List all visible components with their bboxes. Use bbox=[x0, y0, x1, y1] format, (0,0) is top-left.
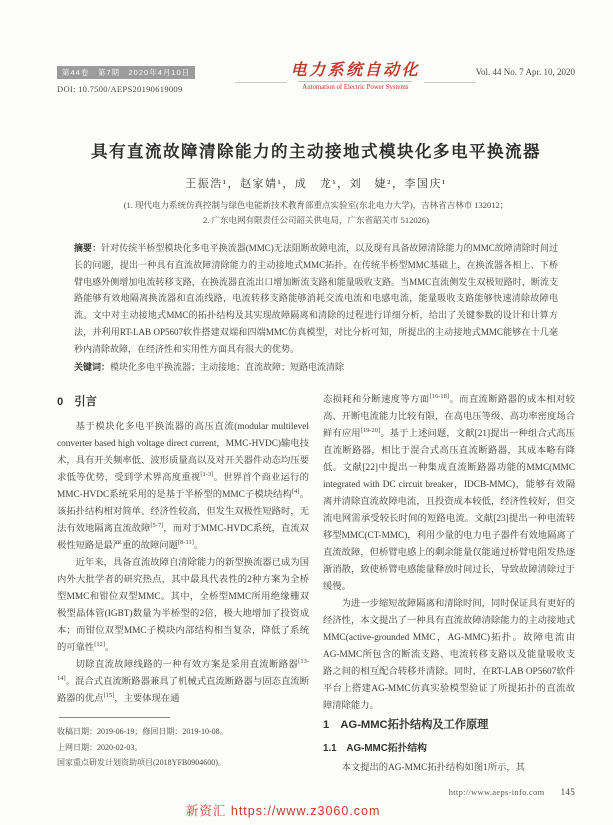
body-columns bbox=[57, 392, 575, 777]
page-header bbox=[57, 62, 575, 94]
journal-url[interactable]: http://www.aeps-info.com bbox=[448, 787, 545, 797]
footnote-online-date: 上网日期：2020-02-03。 bbox=[57, 742, 143, 752]
affiliation-line-1: (1. 现代电力系统仿真控制与绿色电能新技术教育部重点实验室(东北电力大学)，吉林省吉林市 132012； bbox=[123, 200, 509, 210]
header-rule-left bbox=[235, 82, 287, 83]
header-rule-right bbox=[424, 82, 476, 83]
paper-title: 具有直流故障清除能力的主动接地式模块化多电平换流器 bbox=[91, 143, 541, 161]
section-heading-intro: 0 引言 bbox=[57, 396, 97, 409]
right-column bbox=[323, 392, 575, 777]
footnote-received-date: 收稿日期：2019-06-19；修回日期：2019-10-08。 bbox=[57, 727, 228, 737]
footnotes-block bbox=[57, 724, 309, 771]
journal-name-cn: 电力系统自动化 bbox=[290, 62, 421, 79]
page-footer bbox=[449, 787, 575, 797]
right-paragraph-2: 为进一步缩短故障隔离和清除时间，同时保证具有更好的经济性，本文提出了一种具有直流故障清除能力的主动接地式MMC(active-grounded MMC，AG-MMC)拓扑。故障电流由AG-MMC所包含的断流支路、电流转移支路以及能量吸收支路之间的相互配合转移并清除。同时，在RT-LAB OP5607软件平台上搭建AG-MMC仿真实验模型验证了所提拓扑的直流故障清除能力。 bbox=[323, 599, 575, 712]
journal-logo bbox=[287, 62, 425, 93]
left-column bbox=[57, 392, 309, 777]
abstract-text: 针对传统半桥型模块化多电平换流器(MMC)无法阻断故障电流，以及现有具备故障清除能力的MMC故障清除时间过长的问题，提出一种具有直流故障清除能力的主动接地式MMC拓扑。在传统半桥型MMC基础上，在换流器各相上、下桥臂电感外侧增加电流转移支路，在换流器直流出口增加断流支路和能量吸收支路。当MMC直流侧发生双极短路时，断流支路能够有效地隔离换流器和直流线路，电流转移支路能够消耗交流电流和电感电流，能量吸收支路能够快速清除故障电流。文中对主动接地式MMC的拓扑结构及其实现故障隔离和清除的过程进行详细分析，给出了关键参数的设计和计算方法，并利用RT-LAB OP5607软件搭建双端和四端MMC仿真模型，对比分析可知，所提出的主动接地式MMC能够在十几毫秒内清除故障，在经济性和实用性方面具有很大的优势。 bbox=[74, 243, 558, 354]
footnote-funding: 国家重点研发计划资助项目(2018YFB0904600)。 bbox=[57, 758, 226, 768]
section-1-heading: 1 AG-MMC拓扑结构及工作原理 bbox=[323, 719, 489, 732]
affiliation-line-2: 2. 广东电网有限责任公司韶关供电局，广东省韶关市 512026) bbox=[203, 214, 429, 225]
right-paragraph-3: 本文提出的AG-MMC拓扑结构如图1所示，其 bbox=[341, 763, 525, 774]
page-number: 145 bbox=[560, 787, 575, 797]
volume-issue-date-badge: 第44卷 第7期 2020年4月10日 bbox=[57, 66, 195, 79]
right-paragraph-1: 态损耗和分断速度等方面[16-18]。而直流断路器的成本相对较高、开断电流能力比较有限，在高电压等级、高功率密度场合鲜有应用[19-20]。基于上述问题，文献[21]提出一种组合式高压直流断路器，相比于混合式高压直流断路器，其成本略有降低。文献[22]中提出一种集成直流断路器功能的MMC(MMC integrated with DC circuit breaker，IDCB-MMC)，能够有效隔离并清除直流故障电流，且投资成本较低，经济性较好，但交流电网需承受较长时间的短路电流。文献[23]提出一种电流转移型MMC(CT-MMC)，利用少量的电力电子器件有效地隔离了直流故障，但桥臂电感上的剩余能量仅能通过桥臂电阻发热逐渐消散，致使桥臂电感能量释放时间过长，导致故障清除过于缓慢。 bbox=[323, 393, 575, 593]
abstract-paragraph bbox=[74, 240, 558, 358]
header-center bbox=[235, 62, 476, 93]
doi-text: DOI: 10.7500/AEPS20190619009 bbox=[57, 84, 183, 94]
keywords-text: 模块化多电平换流器；主动接地；直流故障；短路电流清除 bbox=[110, 361, 345, 372]
keywords-line bbox=[74, 359, 558, 376]
keywords-label: 关键词： bbox=[74, 361, 111, 372]
authors-line: 王振浩¹，赵家婧¹，成 龙¹，刘 婕²，李国庆¹ bbox=[185, 178, 447, 190]
section-1-1-heading: 1.1 AG-MMC拓扑结构 bbox=[323, 743, 427, 755]
abstract-label: 摘要： bbox=[74, 243, 102, 253]
intro-paragraph-2: 近年来，具备直流故障自清除能力的新型换流器已成为国内外大批学者的研究热点，其中最具代表性的2种方案为全桥型MMC和钳位双型MMC。其中，全桥型MMC所用绝缘栅双极型晶体管(IGBT)数量为半桥型的2倍，极大地增加了投资成本；而钳位双型MMC子模块内部结构相当复杂，降低了系统的可靠性[12]。 bbox=[57, 558, 309, 654]
journal-name-en: Automation of Electric Power Systems bbox=[298, 81, 412, 93]
affiliations bbox=[57, 198, 575, 227]
abstract-block bbox=[74, 240, 558, 375]
footnote-divider bbox=[59, 717, 170, 718]
intro-paragraph-3: 切除直流故障线路的一种有效方案是采用直流断路器[13-14]。混合式直流断路器兼具了机械式直流断路器与固态直流断路器的优点[15]，主要体现在通 bbox=[57, 658, 309, 705]
watermark-link[interactable]: 新资汇 https://www.z3060.com bbox=[185, 804, 381, 818]
issue-info-right: Vol. 44 No. 7 Apr. 10, 2020 bbox=[475, 67, 575, 77]
header-left bbox=[57, 62, 235, 94]
intro-paragraph-1: 基于模块化多电平换流器的高压直流(modular multilevel converter based high voltage direct current，MMC-HVDC)输电技术，具有开关频率低、波形质量高以及对开关器件动态均压要求低等优势，受到学术界高度重视[1-3]。世界首个商业运行的MMC-HVDC系统采用的是基于半桥型的MMC子模块结构[4]。该拓扑结构相对简单、经济性较高，但发生双极性短路时，无法有效地隔离直流故障[5-7]，而对于MMC-HVDC系统，直流双极性短路是最严重的故障问题[8-11]。 bbox=[57, 422, 309, 552]
